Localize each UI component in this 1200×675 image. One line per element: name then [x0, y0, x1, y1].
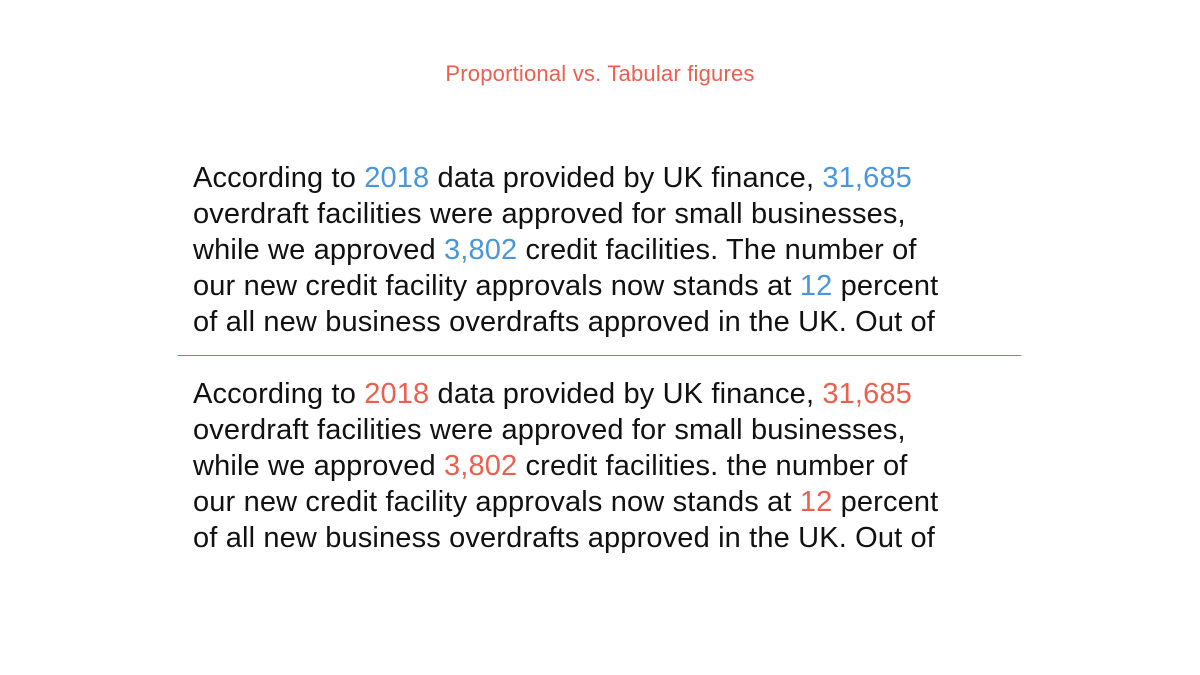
paragraph-line — [193, 232, 1033, 268]
paragraph-line: overdraft facilities were approved for small businesses, — [193, 198, 906, 230]
text-segment: data provided by UK finance, — [429, 378, 823, 410]
highlighted-number: 12 — [799, 270, 833, 302]
paragraph-line — [193, 484, 1033, 520]
text-segment: credit facilities. The number of — [517, 234, 917, 266]
text-segment: data provided by UK finance, — [429, 162, 823, 194]
paragraph-line — [193, 268, 1033, 304]
text-segment: our new credit facility approvals now stands at — [193, 270, 800, 302]
highlighted-number: 2018 — [364, 378, 430, 410]
paragraph-line — [193, 376, 1033, 412]
paragraph-line — [193, 160, 1033, 196]
highlighted-number: 31,685 — [822, 378, 912, 410]
highlighted-number: 3,802 — [443, 450, 518, 482]
text-segment: credit facilities. the number of — [517, 450, 908, 482]
highlighted-number: 3,802 — [443, 234, 518, 266]
text-segment: According to — [193, 378, 365, 410]
text-segment: while we approved — [193, 234, 444, 266]
paragraph-line — [193, 448, 1033, 484]
text-segment: According to — [193, 162, 365, 194]
tabular-figures-paragraph — [193, 376, 1033, 556]
highlighted-number: 2018 — [364, 162, 430, 194]
text-segment: percent — [832, 270, 939, 302]
text-segment: our new credit facility approvals now stands at — [193, 486, 800, 518]
text-segment: while we approved — [193, 450, 444, 482]
text-segment: percent — [832, 486, 939, 518]
highlighted-number: 12 — [799, 486, 833, 518]
paragraph-line: of all new business overdrafts approved in the UK. Out of — [193, 522, 936, 554]
paragraph-line: overdraft facilities were approved for small businesses, — [193, 414, 906, 446]
proportional-figures-paragraph — [193, 160, 1033, 340]
paragraph-line: of all new business overdrafts approved in the UK. Out of — [193, 306, 936, 338]
divider-line — [178, 355, 1021, 356]
slide-title: Proportional vs. Tabular figures — [445, 61, 755, 86]
highlighted-number: 31,685 — [822, 162, 912, 194]
